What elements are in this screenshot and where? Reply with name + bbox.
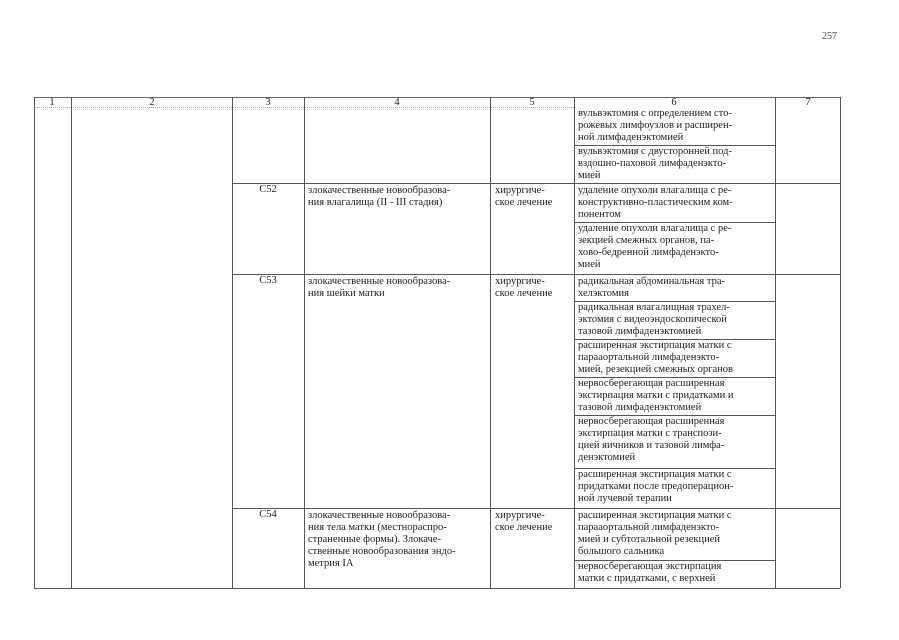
table-bottom-rule (34, 588, 840, 589)
column-number-7: 7 (805, 97, 811, 108)
column-number-6: 6 (671, 97, 677, 108)
method-cell: нервосберегающая расширенная экстирпация матки с придатками и тазовой лимфаденэктомией (578, 378, 734, 413)
method-cell: радикальная абдоминальная тра- хелэктомия (578, 276, 725, 299)
column-divider-5-6 (574, 97, 575, 588)
page-number: 257 (822, 31, 837, 42)
method-cell: нервосберегающая экстирпация матки с придатками, с верхней (578, 561, 722, 584)
group-separator-c52 (232, 183, 840, 184)
column-divider-4-5 (490, 97, 491, 588)
icd-code-cell: C53 (259, 275, 277, 286)
group-separator-c53 (232, 274, 840, 275)
column-divider-2-3 (232, 97, 233, 588)
table-border-right (840, 97, 841, 588)
method-cell: удаление опухоли влагалища с ре- зекцией смежных органов, па- хово-бедренной лимфаденэкто- мией (578, 223, 732, 270)
column-number-3: 3 (265, 97, 271, 108)
method-cell: расширенная экстирпация матки с парааортальной лимфаденэкто- мией, резекцией смежных органов (578, 340, 733, 375)
treatment-cell: хирургиче- ское лечение (495, 510, 553, 533)
column-divider-3-4 (304, 97, 305, 588)
icd-code-cell: C54 (259, 509, 277, 520)
table-border-left (34, 97, 35, 588)
method-cell: вульвэктомия с двусторонней под- вздошно-паховой лимфаденэкто- мией (578, 146, 732, 181)
column-number-1: 1 (49, 97, 55, 108)
column-divider-1-2 (71, 97, 72, 588)
method-cell: вульвэктомия с определением сто- рожевых лимфоузлов и расширен- ной лимфаденэктомией (578, 108, 733, 143)
method-cell: радикальная влагалищная трахел- эктомия с видеоэндоскопической тазовой лимфаденэктомией (578, 302, 730, 337)
method-cell: расширенная экстирпация матки с парааортальной лимфаденэкто- мией и субтотальной резекцией большого сальника (578, 510, 732, 557)
treatment-cell: хирургиче- ское лечение (495, 185, 553, 208)
column-number-2: 2 (149, 97, 155, 108)
diagnosis-cell: злокачественные новообразова- ния тела матки (местнораспро- страненные формы). Злокаче- ственные новообразования эндо- метрия IA (308, 510, 456, 569)
icd-code-cell: C52 (259, 184, 277, 195)
diagnosis-cell: злокачественные новообразова- ния влагалища (II - III стадия) (308, 185, 451, 208)
diagnosis-cell: злокачественные новообразова- ния шейки матки (308, 276, 451, 299)
method-cell: удаление опухоли влагалища с ре- конструктивно-пластическим ком- понентом (578, 185, 733, 220)
method-cell: нервосберегающая расширенная экстирпация матки с транспози- цией яичников и тазовой лимфа- денэктомией (578, 416, 725, 463)
column-number-4: 4 (394, 97, 400, 108)
group-separator-c54 (232, 508, 840, 509)
treatment-cell: хирургиче- ское лечение (495, 276, 553, 299)
method-cell: расширенная экстирпация матки с придатками после предоперацион- ной лучевой терапии (578, 469, 734, 504)
column-number-5: 5 (529, 97, 535, 108)
